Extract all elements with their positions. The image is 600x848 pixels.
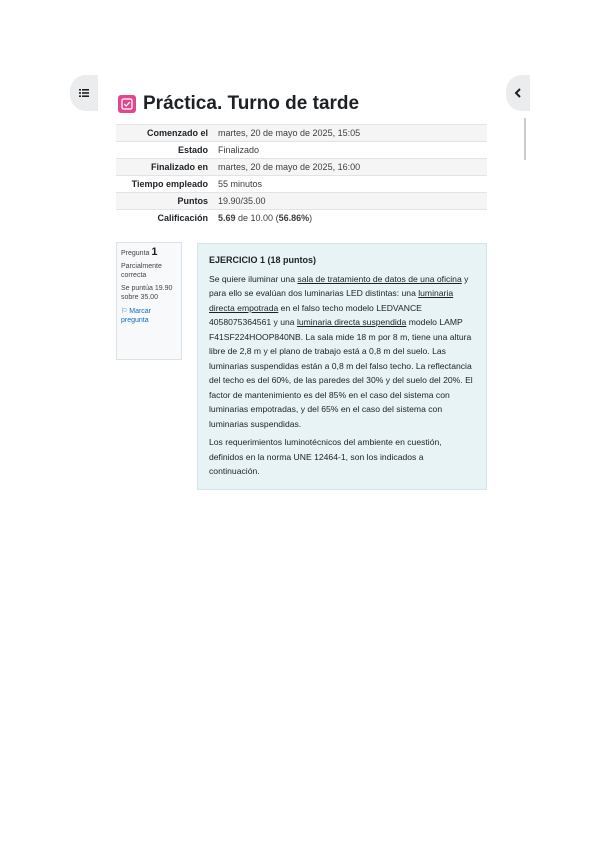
page-title: Práctica. Turno de tarde bbox=[143, 93, 360, 114]
flag-question-link[interactable]: ⚐ Marcar pregunta bbox=[121, 308, 152, 324]
course-index-toggle-button[interactable] bbox=[70, 75, 98, 111]
attempt-summary-table bbox=[116, 124, 487, 226]
underlined-text: luminaria directa empotrada bbox=[209, 288, 454, 313]
summary-label: Finalizado en bbox=[150, 162, 208, 172]
grade-value: 5.69 bbox=[218, 213, 236, 223]
question-info-panel bbox=[116, 242, 182, 360]
underlined-text: luminaria directa suspendida bbox=[296, 317, 407, 327]
summary-label: Estado bbox=[177, 145, 208, 155]
summary-value: martes, 20 de mayo de 2025, 15:05 bbox=[218, 128, 361, 138]
summary-row bbox=[116, 210, 487, 227]
question-state: Parcialmente correcta bbox=[121, 263, 162, 279]
summary-value: Finalizado bbox=[218, 145, 260, 155]
summary-row bbox=[116, 142, 487, 159]
flag-icon: ⚐ bbox=[121, 308, 130, 315]
summary-value: 19.90/35.00 bbox=[218, 196, 266, 206]
scrollbar-thumb[interactable] bbox=[524, 118, 526, 160]
underlined-text: sala de tratamiento de datos de una oficina bbox=[297, 273, 462, 284]
question-paragraph: Se quiere iluminar una sala de tratamiento de datos de una oficina y para ello se evalúan dos luminarias LED distintas: una luminaria directa empotrada en el falso techo modelo LEDVANCE 4058075364561 y una luminaria directa suspendida modelo LAMP F41SF224HOOP840NB. La sala mide 18 m por 8 m, tiene una altura libre de 2,8 m y el plano de trabajo está a 0,8 m del suelo. Las luminarias suspendidas están a 0,8 m del falso techo. La reflectancia del techo es del 60%, de las paredes del 30% y del suelo del 20%. El factor de mantenimiento es del 85% en el caso del sistema con luminarias empotradas, y del 65% en el caso del sistema con luminarias suspendidas. bbox=[209, 273, 473, 429]
summary-row bbox=[116, 125, 487, 142]
page-header bbox=[118, 93, 359, 115]
quiz-icon bbox=[118, 95, 136, 113]
summary-row bbox=[116, 159, 487, 176]
summary-row bbox=[116, 176, 487, 193]
block-drawer-toggle-button[interactable] bbox=[506, 75, 530, 111]
summary-value: martes, 20 de mayo de 2025, 16:00 bbox=[218, 162, 361, 172]
summary-value: 5.69 de 10.00 (56.86%) bbox=[218, 213, 313, 223]
question-heading: EJERCICIO 1 (18 puntos) bbox=[209, 255, 317, 265]
summary-label: Comenzado el bbox=[146, 128, 208, 138]
summary-label: Puntos bbox=[177, 196, 208, 206]
question-grade: Se puntúa 19.90 sobre 35.00 bbox=[121, 285, 173, 301]
summary-label: Calificación bbox=[157, 213, 208, 223]
question-number: Pregunta 1 bbox=[121, 246, 158, 258]
chevron-left-icon bbox=[514, 88, 522, 98]
question-text-panel bbox=[197, 243, 487, 490]
summary-value: 55 minutos bbox=[218, 179, 263, 189]
question-paragraph: Los requerimientos luminotécnicos del ambiente en cuestión, definidos en la norma UNE 12464-1, son los indicados a continuación. bbox=[209, 437, 442, 476]
list-icon bbox=[79, 89, 89, 97]
summary-row bbox=[116, 193, 487, 210]
summary-label: Tiempo empleado bbox=[131, 179, 208, 189]
